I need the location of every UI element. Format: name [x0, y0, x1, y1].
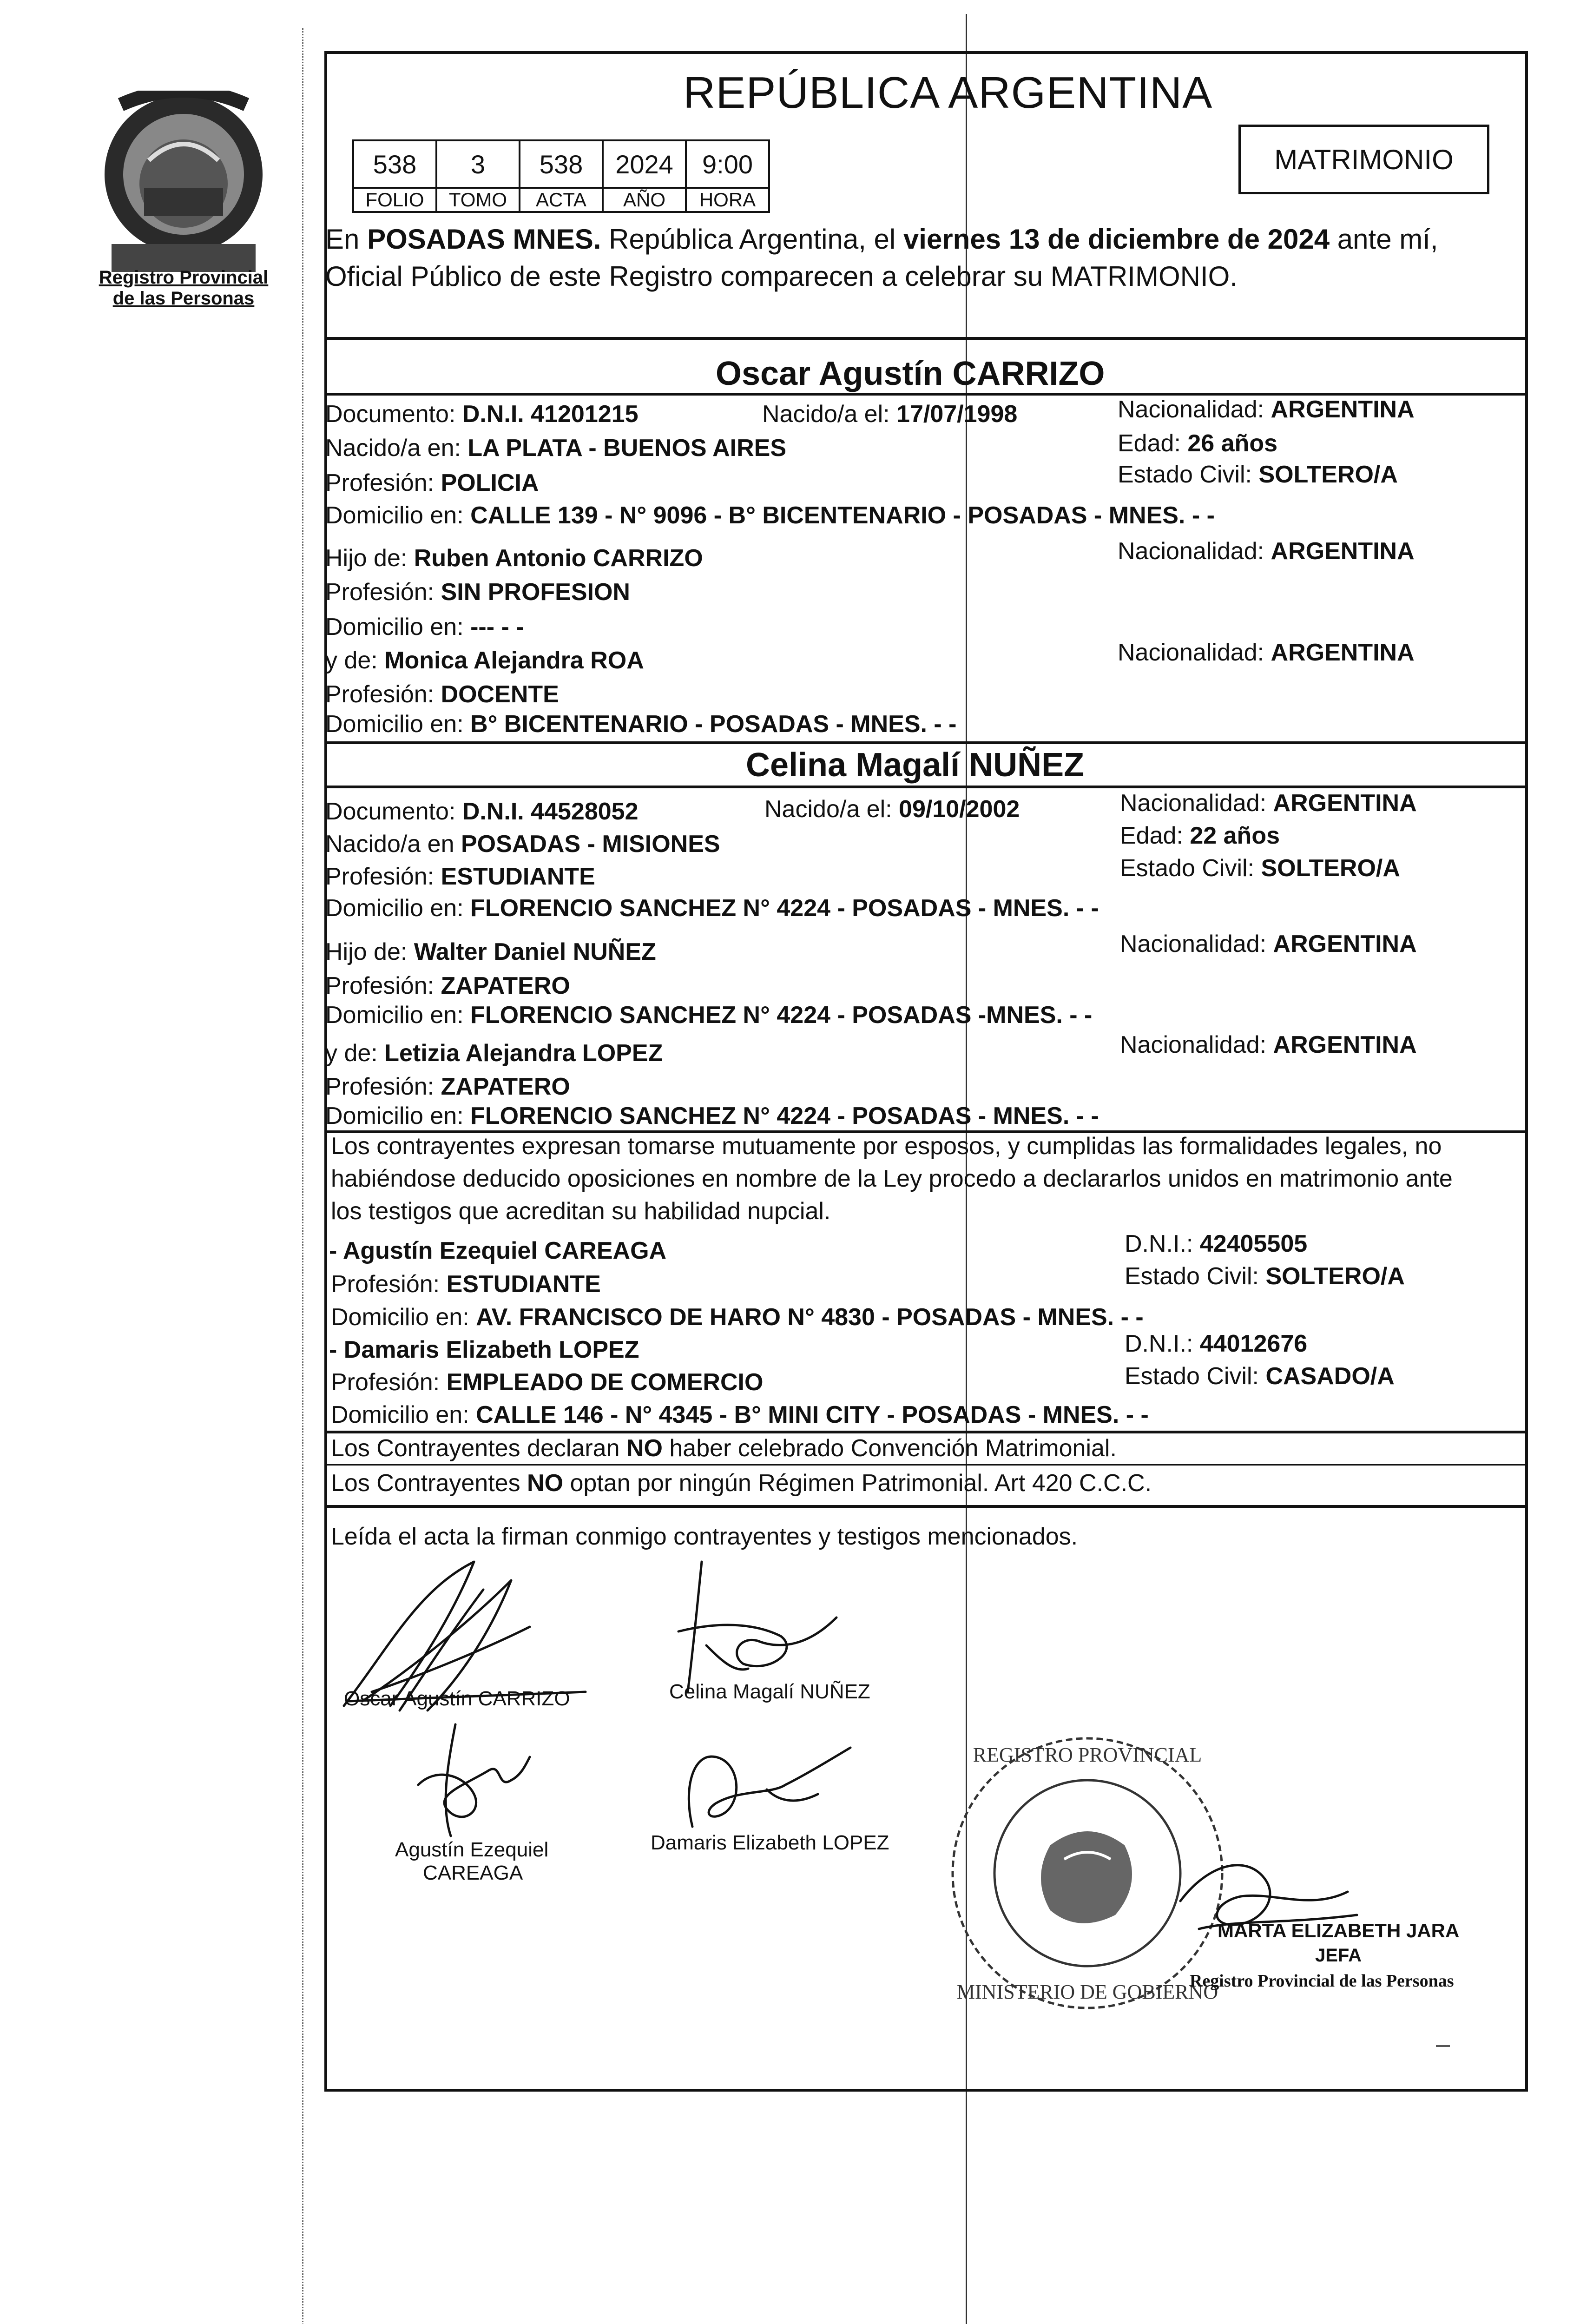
document-title: REPÚBLICA ARGENTINA — [683, 68, 1213, 118]
witness2-signature-label: Damaris Elizabeth LOPEZ — [651, 1831, 889, 1854]
bride-father-nationality: Nacionalidad: ARGENTINA — [1120, 931, 1417, 957]
hora-label: HORA — [686, 188, 769, 212]
witness2-signature-icon — [665, 1734, 860, 1841]
bride-address: Domicilio en: FLORENCIO SANCHEZ N° 4224 - POSADAS - MNES. - - — [325, 895, 1099, 922]
stamp-top-text: REGISTRO PROVINCIAL — [973, 1743, 1202, 1766]
seal-caption-line1: Registro Provincial — [99, 267, 269, 288]
groom-age: Edad: 26 años — [1118, 430, 1277, 457]
groom-name: Oscar Agustín CARRIZO — [716, 355, 1105, 392]
groom-civil-status: Estado Civil: SOLTERO/A — [1118, 461, 1398, 488]
stamp-bottom-text: MINISTERIO DE GOBIERNO — [956, 1981, 1218, 2003]
convention-line-2: Los Contrayentes NO optan por ningún Régimen Patrimonial. Art 420 C.C.C. — [331, 1470, 1152, 1497]
folio-value: 538 — [353, 140, 436, 188]
bride-birthplace: Nacido/a en POSADAS - MISIONES — [325, 831, 720, 858]
bride-mother: y de: Letizia Alejandra LOPEZ — [325, 1040, 663, 1067]
bride-mother-address: Domicilio en: FLORENCIO SANCHEZ N° 4224 - POSADAS - MNES. - - — [325, 1103, 1099, 1129]
divider — [324, 1505, 1528, 1508]
divider — [324, 786, 1528, 788]
witness1-profession: Profesión: ESTUDIANTE — [331, 1271, 601, 1298]
coat-of-arms-icon — [93, 91, 274, 290]
witness1-civil-status: Estado Civil: SOLTERO/A — [1125, 1263, 1405, 1290]
divider — [324, 741, 1528, 744]
intro-line-2: Oficial Público de este Registro comparecen a celebrar su MATRIMONIO. — [325, 261, 1238, 292]
bride-mother-profession: Profesión: ZAPATERO — [325, 1073, 570, 1100]
witness2-profession: Profesión: EMPLEADO DE COMERCIO — [331, 1369, 764, 1396]
groom-mother-address: Domicilio en: B° BICENTENARIO - POSADAS - MNES. - - — [325, 711, 957, 738]
witness2-address: Domicilio en: CALLE 146 - N° 4345 - B° MINI CITY - POSADAS - MNES. - - — [331, 1401, 1149, 1428]
hora-value: 9:00 — [686, 140, 769, 188]
seal-caption-line2: de las Personas — [112, 288, 255, 309]
scan-margin-line — [302, 28, 303, 2324]
bride-signature-icon — [660, 1552, 855, 1701]
groom-address: Domicilio en: CALLE 139 - N° 9096 - B° BICENTENARIO - POSADAS - MNES. - - — [325, 502, 1215, 529]
registry-table — [352, 139, 770, 213]
ano-label: AÑO — [603, 188, 686, 212]
groom-documento: Documento: D.N.I. 41201215 — [325, 401, 639, 428]
groom-mother-profession: Profesión: DOCENTE — [325, 681, 559, 708]
acta-value: 538 — [520, 140, 603, 188]
declaration-line-2: habiéndose deducido oposiciones en nombre de la Ley procedo a declararlos unidos en matrimonio ante — [331, 1165, 1453, 1192]
declaration-line-3: los testigos que acreditan su habilidad nupcial. — [331, 1198, 831, 1225]
bride-father-profession: Profesión: ZAPATERO — [325, 972, 570, 999]
divider — [324, 1464, 1528, 1466]
bride-father-address: Domicilio en: FLORENCIO SANCHEZ N° 4224 - POSADAS -MNES. - - — [325, 1002, 1093, 1029]
groom-birthdate: Nacido/a el: 17/07/1998 — [762, 401, 1018, 428]
groom-profession: Profesión: POLICIA — [325, 469, 539, 496]
groom-nationality: Nacionalidad: ARGENTINA — [1118, 396, 1415, 423]
bride-name: Celina Magalí NUÑEZ — [746, 746, 1085, 784]
intro-line-1: En POSADAS MNES. República Argentina, el viernes 13 de diciembre de 2024 ante mí, — [325, 224, 1438, 255]
witness1-signature-label-2: CAREAGA — [423, 1862, 523, 1884]
groom-birthplace: Nacido/a en: LA PLATA - BUENOS AIRES — [325, 435, 787, 462]
bride-profession: Profesión: ESTUDIANTE — [325, 863, 595, 890]
tomo-label: TOMO — [436, 188, 520, 212]
folio-label: FOLIO — [353, 188, 436, 212]
bride-documento: Documento: D.N.I. 44528052 — [325, 798, 639, 825]
witness2-civil-status: Estado Civil: CASADO/A — [1125, 1363, 1395, 1390]
officer-department: Registro Provincial de las Personas — [1190, 1971, 1454, 1991]
witness1-address: Domicilio en: AV. FRANCISCO DE HARO N° 4830 - POSADAS - MNES. - - — [331, 1304, 1144, 1331]
groom-mother: y de: Monica Alejandra ROA — [325, 647, 644, 674]
divider — [324, 1431, 1528, 1433]
provincial-seal-logo — [93, 91, 274, 323]
groom-father: Hijo de: Ruben Antonio CARRIZO — [325, 545, 703, 572]
witness1-signature-label-1: Agustín Ezequiel — [395, 1838, 549, 1861]
witness1-dni: D.N.I.: 42405505 — [1125, 1230, 1308, 1257]
bride-mother-nationality: Nacionalidad: ARGENTINA — [1120, 1031, 1417, 1058]
witness2-dni: D.N.I.: 44012676 — [1125, 1330, 1308, 1357]
divider — [324, 337, 1528, 340]
groom-mother-nationality: Nacionalidad: ARGENTINA — [1118, 639, 1415, 666]
bride-birthdate: Nacido/a el: 09/10/2002 — [764, 796, 1020, 823]
tomo-value: 3 — [436, 140, 520, 188]
witness2-name: - Damaris Elizabeth LOPEZ — [329, 1336, 639, 1363]
groom-father-profession: Profesión: SIN PROFESION — [325, 579, 630, 606]
officer-name: MARTA ELIZABETH JARA — [1218, 1920, 1460, 1941]
declaration-line-1: Los contrayentes expresan tomarse mutuamente por esposos, y cumplidas las formalidades legales, no — [331, 1133, 1442, 1160]
scan-mark — [1436, 2045, 1450, 2047]
acta-label: ACTA — [520, 188, 603, 212]
bride-civil-status: Estado Civil: SOLTERO/A — [1120, 855, 1400, 882]
bride-father: Hijo de: Walter Daniel NUÑEZ — [325, 938, 656, 965]
bride-signature-label: Celina Magalí NUÑEZ — [669, 1680, 870, 1703]
ano-value: 2024 — [603, 140, 686, 188]
witness1-signature-icon — [400, 1715, 539, 1845]
witness1-name: - Agustín Ezequiel CAREAGA — [329, 1237, 667, 1264]
officer-role: JEFA — [1315, 1945, 1362, 1966]
bride-nationality: Nacionalidad: ARGENTINA — [1120, 790, 1417, 817]
groom-signature-label: Oscar Agustín CARRIZO — [344, 1687, 570, 1710]
groom-father-address: Domicilio en: --- - - — [325, 614, 524, 640]
divider — [324, 393, 1528, 396]
act-type-box: MATRIMONIO — [1238, 125, 1489, 194]
closing-text: Leída el acta la firman conmigo contrayentes y testigos mencionados. — [331, 1523, 1078, 1550]
groom-father-nationality: Nacionalidad: ARGENTINA — [1118, 538, 1415, 565]
bride-age: Edad: 22 años — [1120, 822, 1280, 849]
convention-line-1: Los Contrayentes declaran NO haber celebrado Convención Matrimonial. — [331, 1435, 1117, 1462]
